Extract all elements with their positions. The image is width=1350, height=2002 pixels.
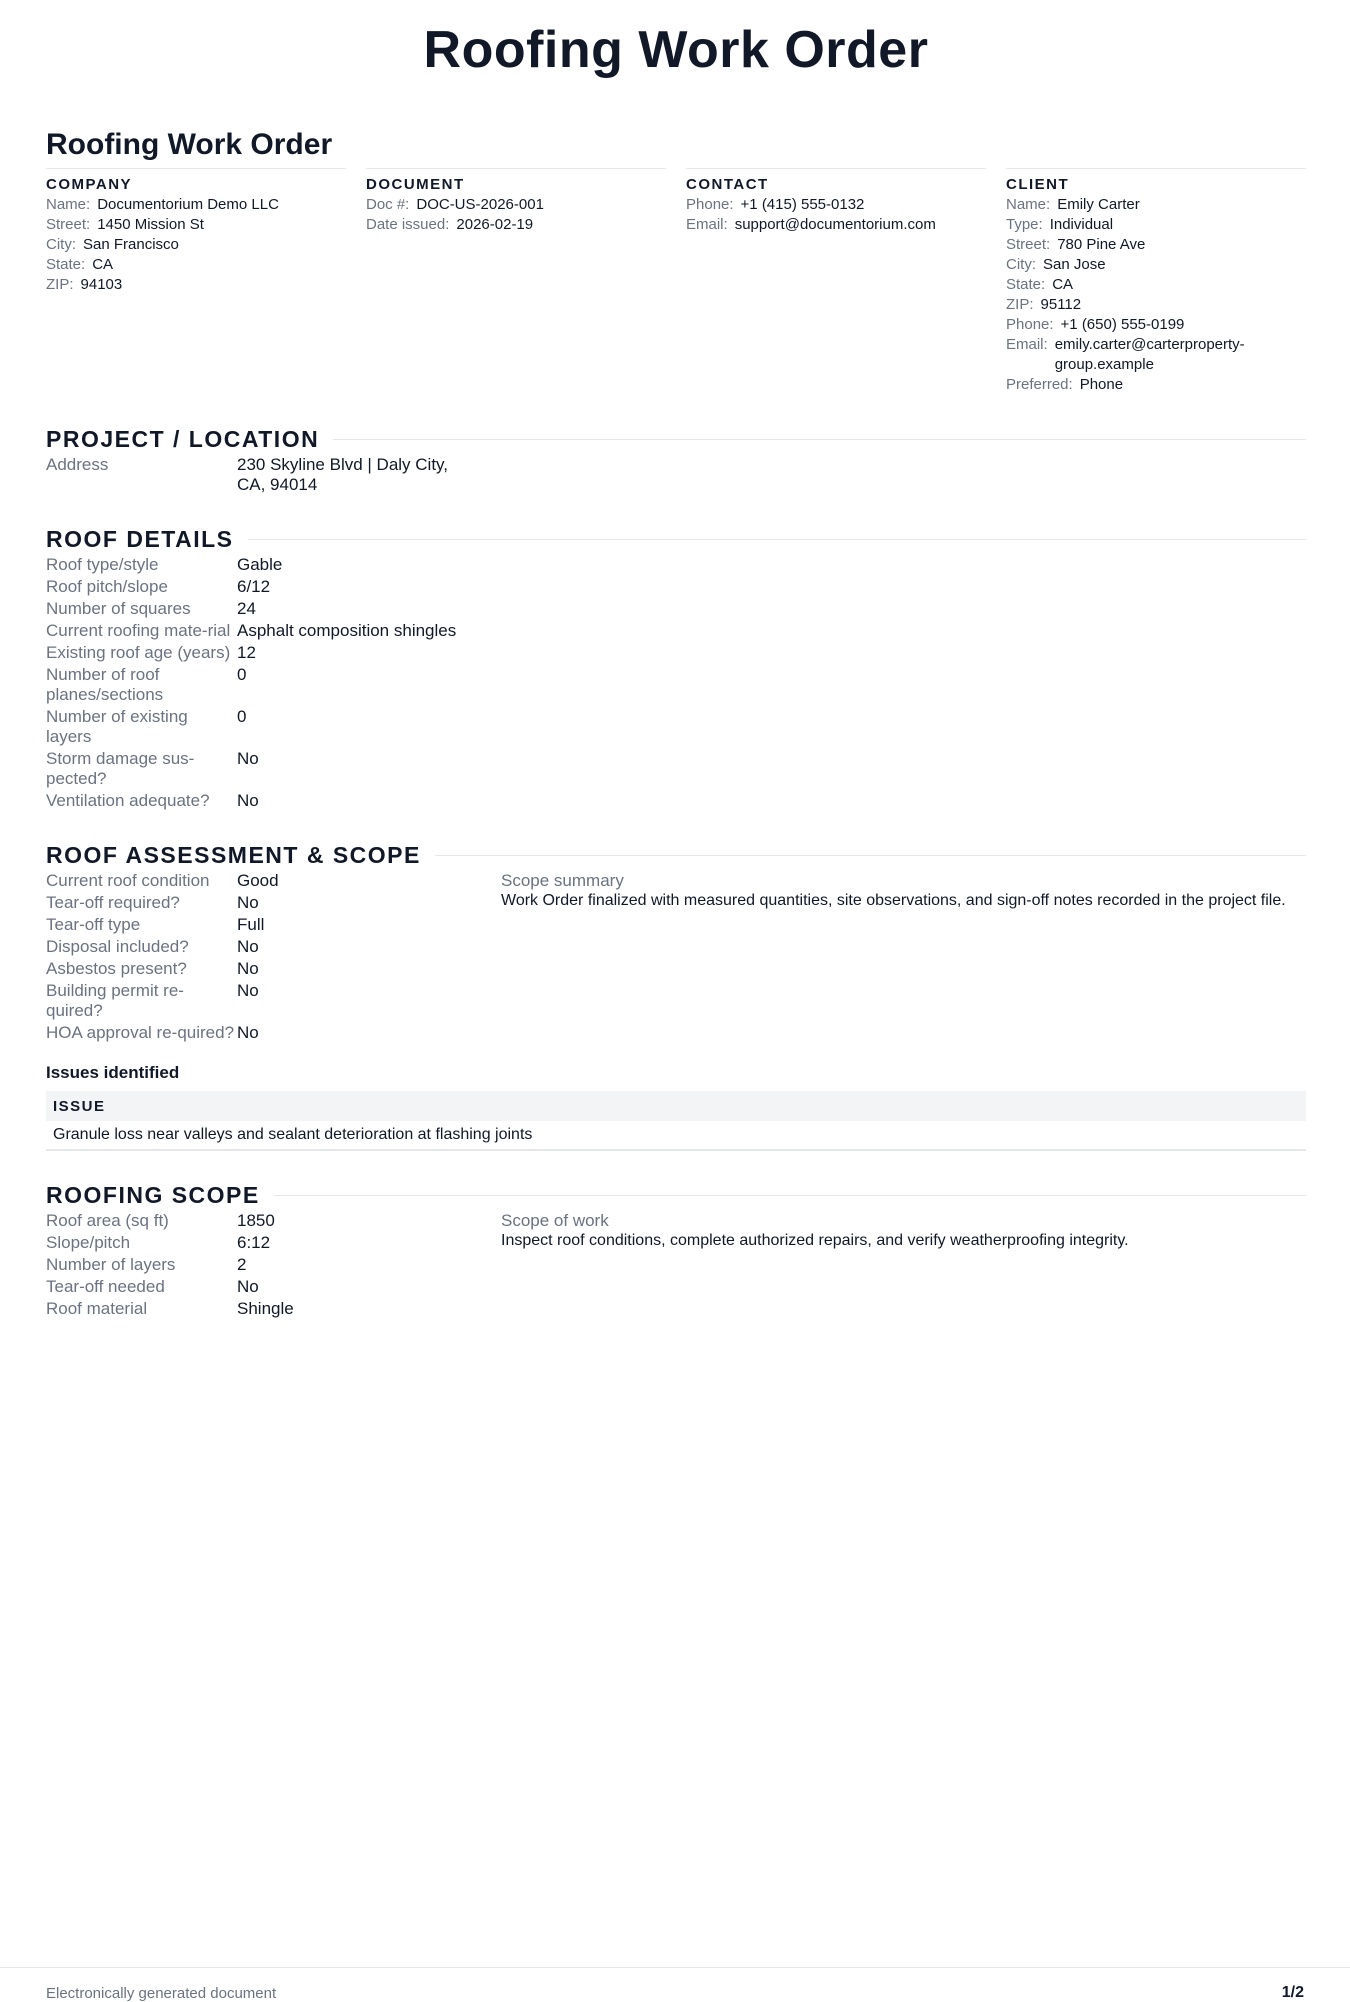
field-value: 6:12 — [237, 1233, 271, 1252]
project-section-heading — [46, 425, 1306, 453]
field-value: Full — [237, 915, 265, 934]
info-label: City: — [46, 236, 76, 253]
field-value: 24 — [237, 599, 256, 618]
info-label: Phone: — [1006, 316, 1054, 333]
issues-column-header: ISSUE — [46, 1091, 1306, 1121]
field-value: Good — [237, 871, 279, 890]
info-row — [686, 195, 986, 215]
info-row — [1006, 295, 1306, 315]
section-divider — [274, 1195, 1306, 1196]
document-title: Roofing Work Order — [46, 128, 333, 161]
field-label: Roof material — [46, 1299, 148, 1318]
field-label: Number of roof planes/sections — [46, 665, 164, 704]
info-label: Name: — [46, 196, 91, 213]
field-label: Existing roof age (years) — [46, 643, 231, 662]
scope-of-work — [501, 1209, 1306, 1319]
client-rows — [1006, 195, 1306, 395]
scope-of-work-text: Inspect roof conditions, complete authorized repairs, and verify weatherproofing integrity. — [501, 1232, 1129, 1249]
roof-details-section-heading — [46, 525, 1306, 553]
address-label: Address — [46, 455, 109, 474]
field-value: No — [237, 893, 259, 912]
info-row — [1006, 195, 1306, 215]
field-row — [46, 959, 501, 979]
document-block — [366, 168, 666, 395]
field-row — [46, 749, 501, 789]
issues-table — [46, 1091, 1306, 1151]
table-row — [46, 1121, 1306, 1150]
company-block — [46, 168, 346, 395]
info-label: Email: — [1006, 336, 1048, 353]
section-divider — [248, 539, 1306, 540]
field-value: 0 — [237, 707, 247, 726]
field-label: Ventilation adequate? — [46, 791, 210, 810]
info-row — [46, 275, 346, 295]
info-label: Street: — [46, 216, 91, 233]
field-row — [46, 1255, 501, 1275]
document-page — [46, 0, 1306, 1319]
info-value: DOC-US-2026-001 — [416, 196, 544, 213]
info-value: 95112 — [1040, 296, 1082, 313]
info-label: Street: — [1006, 236, 1051, 253]
field-value: 0 — [237, 665, 247, 684]
info-row — [46, 215, 346, 235]
field-value: No — [237, 1277, 259, 1296]
contact-rows — [686, 195, 986, 235]
info-row — [366, 215, 666, 235]
field-value: No — [237, 981, 259, 1000]
field-label: Tear-off type — [46, 915, 141, 934]
document-heading: DOCUMENT — [366, 176, 465, 193]
info-label: Phone: — [686, 196, 734, 213]
main-title: Roofing Work Order — [423, 21, 929, 79]
client-block — [1006, 168, 1306, 395]
field-row — [46, 599, 501, 619]
info-value: Individual — [1049, 216, 1114, 233]
info-label: State: — [1006, 276, 1046, 293]
field-value: 6/12 — [237, 577, 271, 596]
info-value: 780 Pine Ave — [1057, 236, 1146, 253]
field-row — [46, 555, 501, 575]
info-value: +1 (650) 555-0199 — [1060, 316, 1185, 333]
info-label: Preferred: — [1006, 376, 1073, 393]
address-value: 230 Skyline Blvd | Daly City, CA, 94014 — [237, 455, 449, 494]
info-value: Documentorium Demo LLC — [97, 196, 279, 213]
field-row — [46, 621, 501, 641]
field-label: Roof area (sq ft) — [46, 1211, 169, 1230]
issue-cell: Granule loss near valleys and sealant deterioration at flashing joints — [46, 1121, 1306, 1150]
field-value: No — [237, 937, 259, 956]
field-row — [46, 1277, 501, 1297]
scope-summary-text: Work Order finalized with measured quantities, site observations, and sign-off notes recorded in the project file. — [501, 892, 1286, 909]
info-row — [1006, 215, 1306, 235]
field-value: 12 — [237, 643, 256, 662]
page-number: 1/2 — [1281, 1984, 1304, 2001]
field-row — [46, 871, 501, 891]
info-value: CA — [1052, 276, 1074, 293]
info-row — [46, 235, 346, 255]
field-label: Number of existing layers — [46, 707, 188, 746]
field-row — [46, 893, 501, 913]
field-label: Current roof condition — [46, 871, 210, 890]
field-row — [46, 791, 501, 811]
field-value: No — [237, 749, 259, 768]
info-value: Emily Carter — [1057, 196, 1140, 213]
info-label: Type: — [1006, 216, 1043, 233]
roofing-scope-fields — [46, 1209, 501, 1319]
field-row — [46, 981, 501, 1021]
info-value: Phone — [1079, 376, 1124, 393]
info-row — [1006, 235, 1306, 255]
section-divider — [333, 439, 1306, 440]
info-row — [1006, 375, 1306, 395]
field-row — [46, 577, 501, 597]
field-row — [46, 665, 501, 705]
field-label: Tear-off needed — [46, 1277, 165, 1296]
field-label: HOA approval re-quired? — [46, 1023, 235, 1042]
field-row — [46, 1023, 501, 1043]
info-label: State: — [46, 256, 86, 273]
scope-summary-label: Scope summary — [501, 871, 624, 890]
field-value: 1850 — [237, 1211, 275, 1230]
field-value: No — [237, 1023, 259, 1042]
info-label: ZIP: — [46, 276, 74, 293]
field-value: No — [237, 959, 259, 978]
info-row — [1006, 255, 1306, 275]
info-row — [46, 255, 346, 275]
info-row — [1006, 315, 1306, 335]
field-label: Slope/pitch — [46, 1233, 131, 1252]
company-rows — [46, 195, 346, 295]
field-label: Number of layers — [46, 1255, 176, 1274]
party-info-grid — [46, 168, 1306, 395]
field-label: Current roofing mate-rial — [46, 621, 231, 640]
info-value: support@documentorium.com — [734, 216, 936, 233]
issues-header-row — [46, 1091, 1306, 1121]
info-row — [366, 195, 666, 215]
section-divider — [435, 855, 1306, 856]
scope-summary — [501, 869, 1306, 1043]
field-value: No — [237, 791, 259, 810]
contact-heading: CONTACT — [686, 176, 769, 193]
info-row — [1006, 275, 1306, 295]
info-label: Name: — [1006, 196, 1051, 213]
issues-title: Issues identified — [46, 1063, 180, 1082]
field-label: Roof pitch/slope — [46, 577, 168, 596]
roof-details-fields — [46, 555, 501, 811]
field-row — [46, 1211, 501, 1231]
field-label: Disposal included? — [46, 937, 189, 956]
footer-note: Electronically generated document — [46, 1985, 277, 2002]
roofing-scope-body — [46, 1209, 1306, 1319]
info-value: emily.carter@carterproperty-group.example — [1054, 336, 1245, 373]
field-label: Tear-off required? — [46, 893, 180, 912]
info-value: 2026-02-19 — [456, 216, 534, 233]
info-value: 1450 Mission St — [97, 216, 204, 233]
address-field — [46, 455, 1306, 495]
info-row — [46, 195, 346, 215]
field-row — [46, 1299, 501, 1319]
info-label: City: — [1006, 256, 1036, 273]
info-value: 94103 — [80, 276, 123, 293]
roofing-scope-heading: ROOFING SCOPE — [46, 1181, 260, 1208]
info-row — [1006, 335, 1306, 375]
info-value: +1 (415) 555-0132 — [740, 196, 865, 213]
info-label: Doc #: — [366, 196, 410, 213]
field-label: Asbestos present? — [46, 959, 187, 978]
field-label: Building permit re-quired? — [46, 981, 184, 1020]
field-label: Number of squares — [46, 599, 191, 618]
field-value: 2 — [237, 1255, 247, 1274]
field-label: Roof type/style — [46, 555, 159, 574]
info-value: San Jose — [1043, 256, 1106, 273]
info-value: CA — [92, 256, 114, 273]
field-row — [46, 707, 501, 747]
field-row — [46, 643, 501, 663]
roof-details-heading: ROOF DETAILS — [46, 525, 234, 552]
client-heading: CLIENT — [1006, 176, 1070, 193]
field-label: Storm damage sus-pected? — [46, 749, 195, 788]
field-row — [46, 915, 501, 935]
project-heading: PROJECT / LOCATION — [46, 425, 320, 452]
info-label: ZIP: — [1006, 296, 1034, 313]
company-heading: COMPANY — [46, 176, 133, 193]
field-value: Shingle — [237, 1299, 294, 1318]
assessment-section-heading — [46, 841, 1306, 869]
scope-of-work-label: Scope of work — [501, 1211, 609, 1230]
assessment-body — [46, 869, 1306, 1043]
field-value: Gable — [237, 555, 283, 574]
roofing-scope-section-heading — [46, 1181, 1306, 1209]
info-label: Date issued: — [366, 216, 450, 233]
field-value: Asphalt composition shingles — [237, 621, 457, 640]
info-value: San Francisco — [83, 236, 179, 253]
info-label: Email: — [686, 216, 728, 233]
field-row — [46, 1233, 501, 1253]
info-row — [686, 215, 986, 235]
document-rows — [366, 195, 666, 235]
contact-block — [686, 168, 986, 395]
page-footer — [0, 1967, 1350, 2002]
assessment-fields — [46, 869, 501, 1043]
field-row — [46, 937, 501, 957]
assessment-heading: ROOF ASSESSMENT & SCOPE — [46, 841, 421, 868]
